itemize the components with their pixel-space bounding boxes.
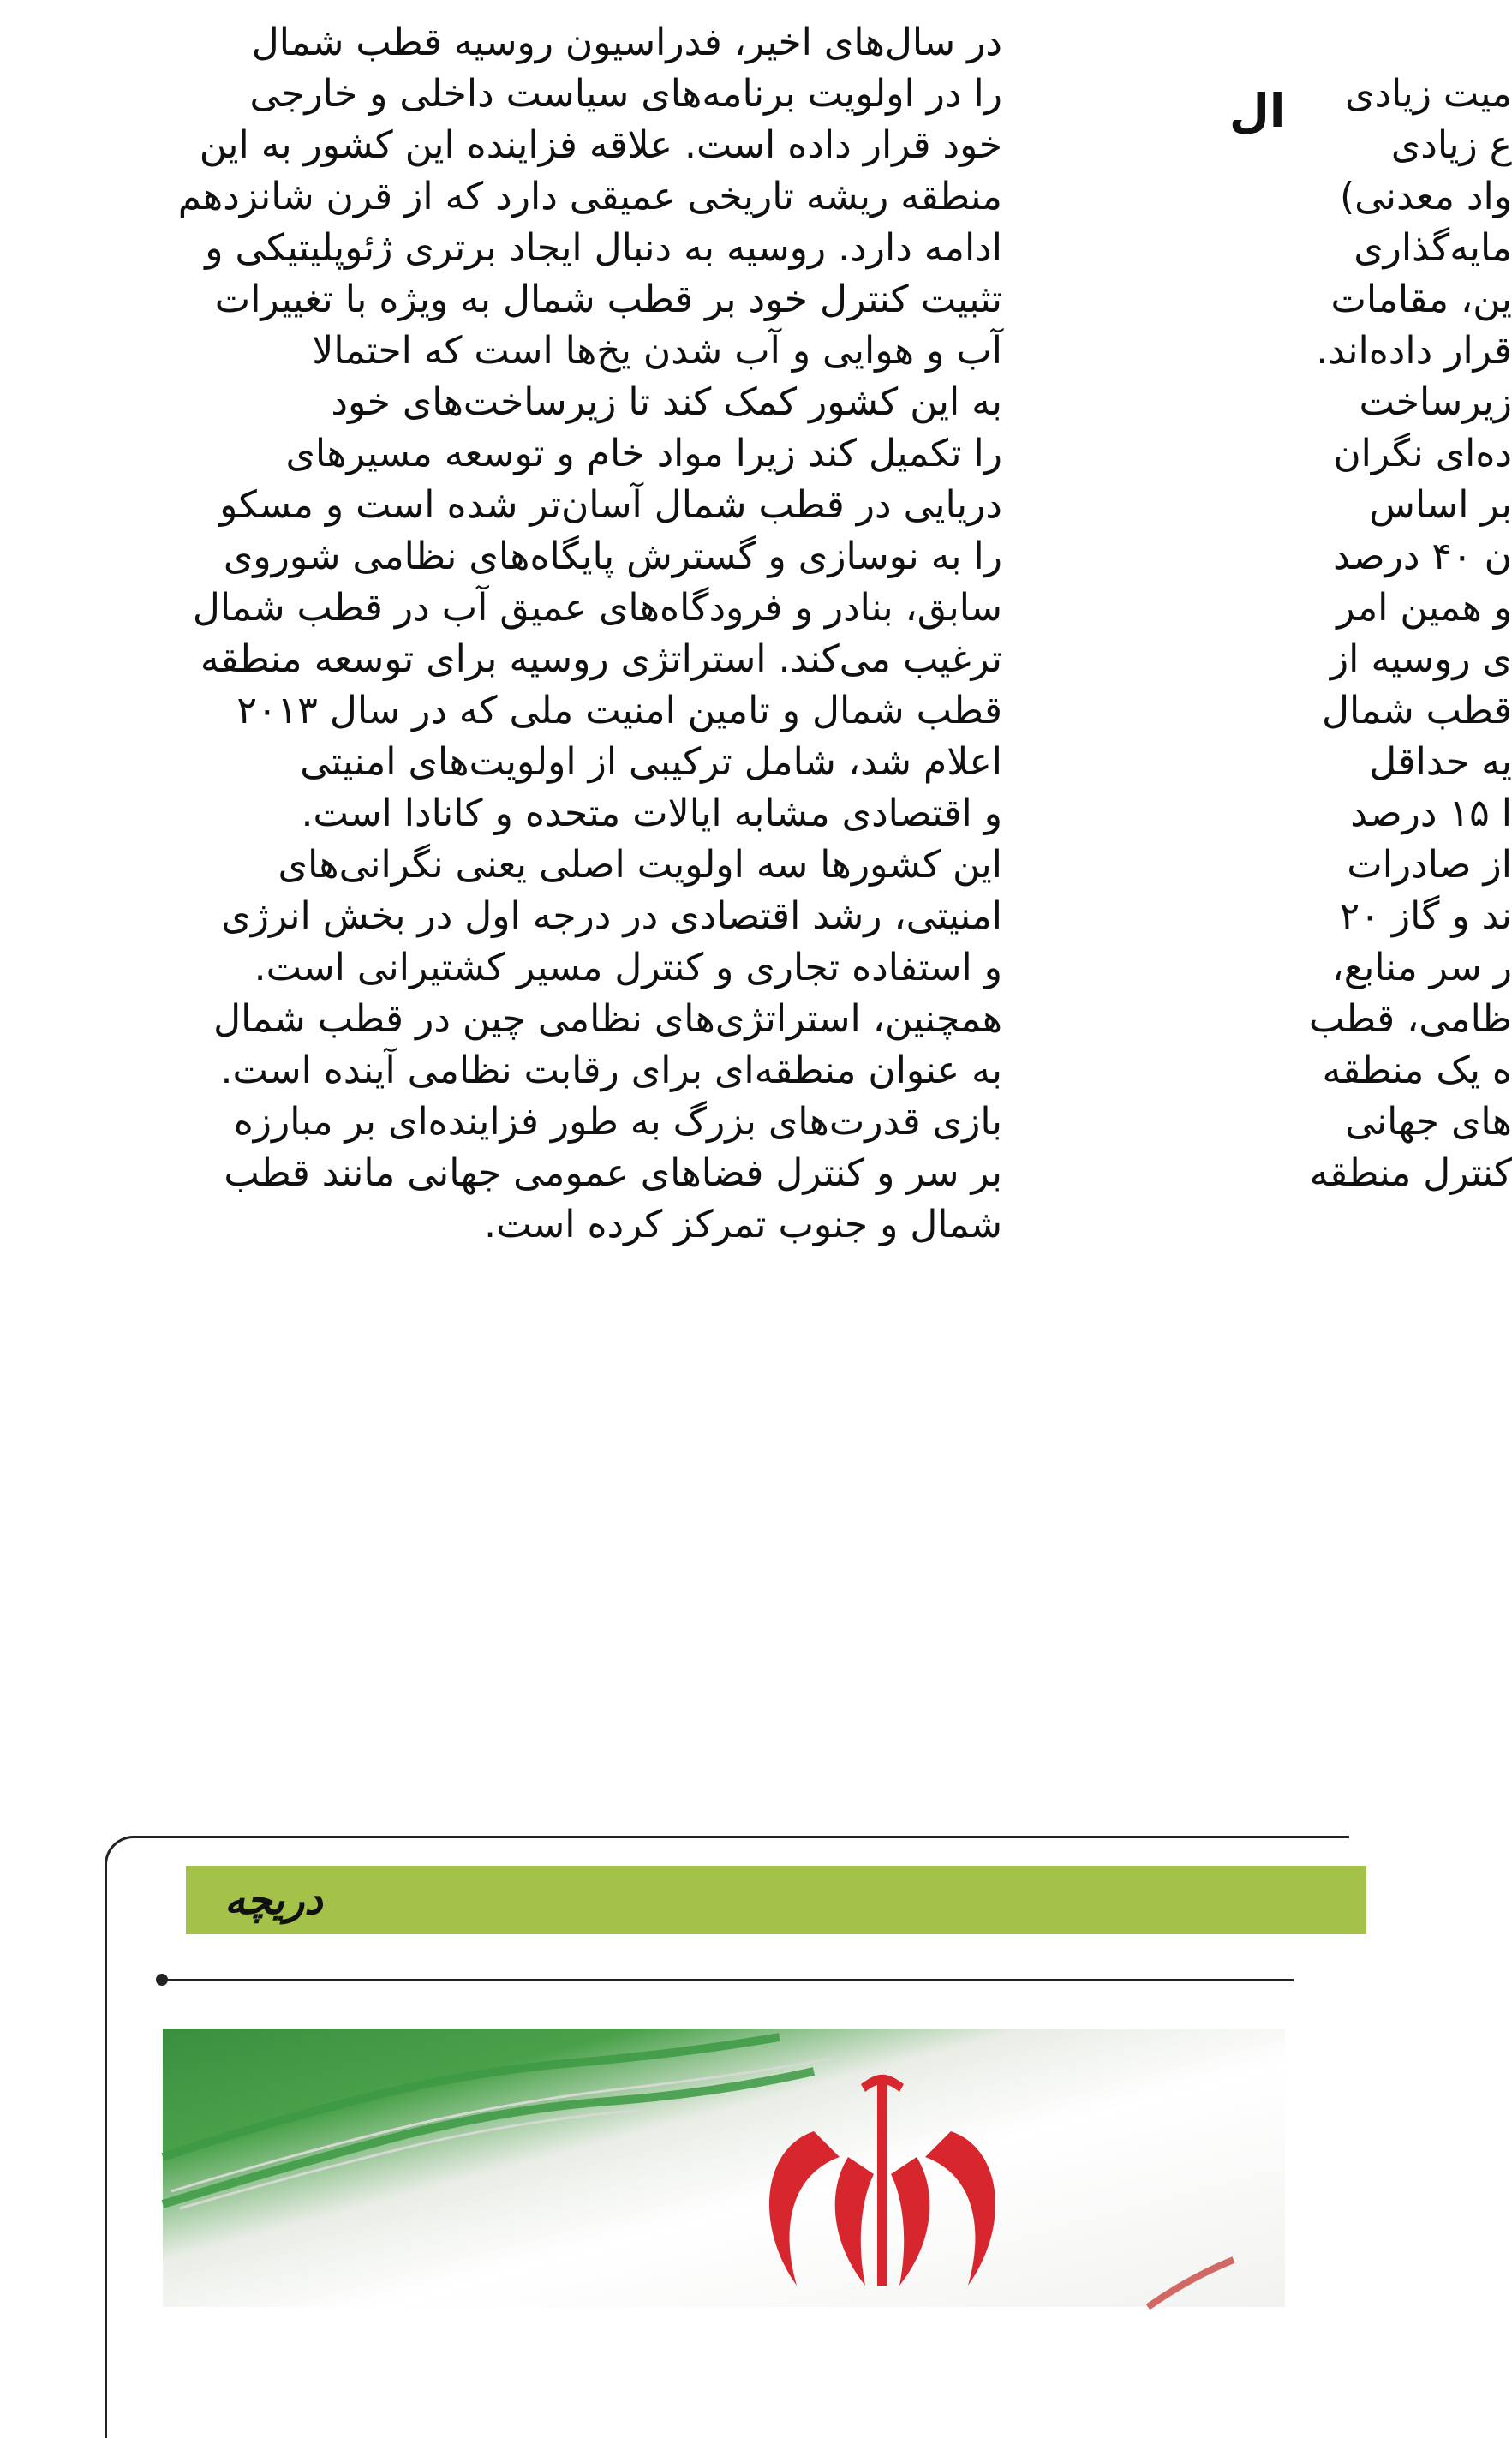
right-column-line: ی روسیه از bbox=[1330, 637, 1512, 681]
left-column-line: سابق، بنادر و فرودگاه‌های عمیق آب در قطب شمال bbox=[192, 586, 1002, 630]
left-column-line: در سال‌های اخیر، فدراسیون روسیه قطب شمال bbox=[251, 21, 1002, 64]
left-column-line: آب و هوایی و آب شدن یخ‌ها است که احتمالا bbox=[312, 329, 1002, 373]
right-column-line: زیرساخت bbox=[1359, 380, 1512, 424]
sidebar-box-header-band bbox=[167, 1866, 1366, 1934]
left-column-line: منطقه ریشه تاریخی عمیقی دارد که از قرن شانزدهم bbox=[177, 175, 1002, 218]
left-column-line: اعلام شد، شامل ترکیبی از اولویت‌های امنیتی bbox=[300, 740, 1002, 784]
left-column-line: به عنوان منطقه‌ای برای رقابت نظامی آینده است. bbox=[220, 1049, 1002, 1092]
article-right-column bbox=[1049, 17, 1512, 1199]
left-column-line: امنیتی، رشد اقتصادی در درجه اول در بخش انرژی bbox=[221, 894, 1002, 938]
left-column-line: و اقتصادی مشابه ایالات متحده و کانادا است. bbox=[301, 792, 1002, 835]
article-left-column bbox=[124, 17, 1002, 1251]
iran-flag-photo bbox=[163, 2029, 1285, 2307]
right-column-line: ن ۴۰ درصد bbox=[1333, 535, 1512, 578]
left-column-line: بازی قدرت‌های بزرگ به طور فزاینده‌ای بر مبارزه bbox=[233, 1100, 1002, 1144]
left-column-line: شمال و جنوب تمرکز کرده است. bbox=[484, 1203, 1002, 1246]
right-column-line: ع زیادی bbox=[1390, 123, 1512, 167]
left-column-line: ادامه دارد. روسیه به دنبال ایجاد برتری ژئوپلیتیکی و bbox=[205, 226, 1002, 270]
left-column-line: به این کشور کمک کند تا زیرساخت‌های خود bbox=[331, 380, 1002, 424]
sidebar-box-rule bbox=[163, 1979, 1294, 1981]
left-column-line: تثبیت کنترل خود بر قطب شمال به ویژه با تغییرات bbox=[214, 278, 1002, 321]
left-column-line: را تکمیل کند زیرا مواد خام و توسعه مسیرهای bbox=[285, 432, 1002, 475]
flag-illustration bbox=[163, 2029, 1285, 2307]
right-column-line bbox=[1049, 17, 1512, 69]
right-column-line: مایه‌گذاری bbox=[1354, 226, 1512, 270]
left-column-line: همچنین، استراتژی‌های نظامی چین در قطب شمال bbox=[213, 997, 1002, 1041]
left-column-line: را به نوسازی و گسترش پایگاه‌های نظامی شوروی bbox=[223, 535, 1002, 578]
right-column-line: یه حداقل bbox=[1369, 740, 1512, 784]
left-column-line: این کشورها سه اولویت اصلی یعنی نگرانی‌های bbox=[278, 843, 1002, 887]
right-column-line: میت زیادی bbox=[1345, 72, 1512, 116]
right-column-line: ند و گاز ۲۰ bbox=[1339, 894, 1512, 938]
right-column-heading: ال bbox=[1229, 84, 1286, 138]
left-column-line: خود قرار داده است. علاقه فزاینده این کشور به این bbox=[199, 123, 1002, 167]
right-column-line: قرار داده‌اند. bbox=[1316, 329, 1512, 373]
left-column-line: ترغیب می‌کند. استراتژی روسیه برای توسعه منطقه bbox=[200, 637, 1002, 681]
left-column-line: بر سر و کنترل فضاهای عمومی جهانی مانند قطب bbox=[224, 1151, 1002, 1195]
right-column-line: کنترل منطقه bbox=[1309, 1151, 1512, 1195]
right-column-line: قطب شمال bbox=[1322, 689, 1512, 732]
right-column-line: های جهانی bbox=[1345, 1100, 1512, 1144]
right-column-line: ده‌ای نگران bbox=[1333, 432, 1512, 475]
sidebar-box-header-tab bbox=[167, 1866, 188, 1934]
right-column-line: ه یک منطقه bbox=[1322, 1049, 1512, 1092]
left-column-line: دریایی در قطب شمال آسان‌تر شده است و مسکو bbox=[219, 483, 1002, 527]
flag-emblem bbox=[769, 2075, 995, 2286]
right-column-line: بر اساس bbox=[1369, 483, 1512, 527]
right-column-line: ا ۱۵ درصد bbox=[1350, 792, 1512, 835]
right-column-line: ر سر منابع، bbox=[1331, 946, 1512, 989]
left-column-line: را در اولویت برنامه‌های سیاست داخلی و خارجی bbox=[249, 72, 1002, 116]
right-column-line: و همین امر bbox=[1336, 586, 1512, 630]
right-column-line: ین، مقامات bbox=[1330, 278, 1512, 321]
sidebar-box-title: دریچه bbox=[224, 1876, 323, 1924]
right-column-line: ظامی، قطب bbox=[1308, 997, 1512, 1041]
left-column-line: و استفاده تجاری و کنترل مسیر کشتیرانی است. bbox=[254, 946, 1002, 989]
right-column-line: از صادرات bbox=[1347, 843, 1512, 887]
left-column-line: قطب شمال و تامین امنیت ملی که در سال ۲۰۱۳ bbox=[236, 689, 1002, 732]
right-column-line: واد معدنی) bbox=[1339, 175, 1512, 218]
